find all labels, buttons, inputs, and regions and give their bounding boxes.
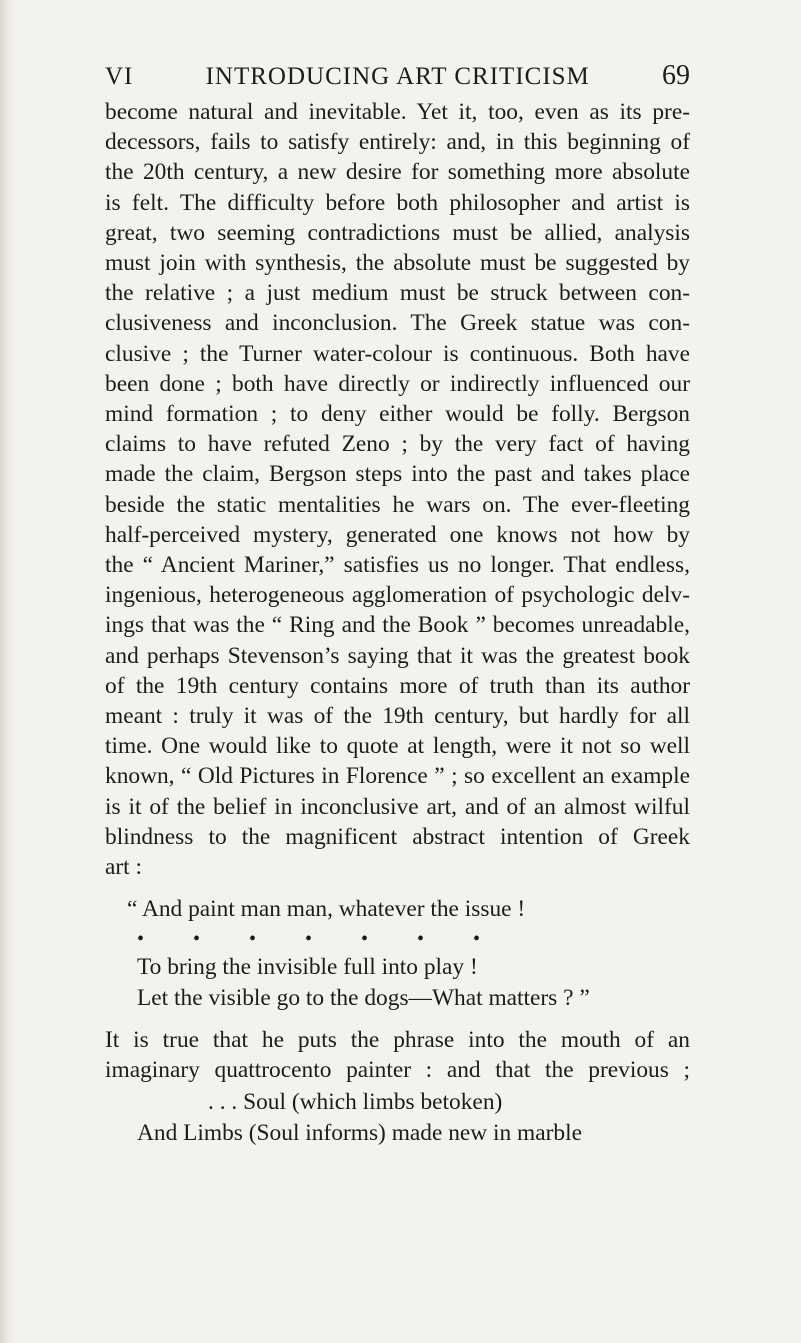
- chapter-number: VI: [105, 63, 134, 90]
- text-line: art :: [105, 854, 143, 881]
- following-paragraph: [105, 1025, 690, 1085]
- ellipsis-dots: • • • • • • •: [137, 928, 503, 951]
- block-quote: [105, 894, 690, 1013]
- text-line: mind formation ; to deny either would be folly. Bergson: [105, 401, 690, 428]
- text-line: imaginary quattrocento painter : and that the previous ;: [105, 1057, 690, 1084]
- main-paragraph: [105, 97, 690, 882]
- text-line: It is true that he puts the phrase into the mouth of an: [105, 1026, 690, 1053]
- text-line: beside the static mentalities he wars on. The ever-fleeting: [105, 491, 690, 518]
- chapter-title: INTRODUCING ART CRITICISM: [205, 63, 590, 90]
- text-line: ingenious, heterogeneous agglomeration of psychologic delv-: [105, 582, 690, 609]
- verse-line: . . . Soul (which limbs betoken): [208, 1089, 503, 1116]
- quote-line: Let the visible go to the dogs—What matters ? ”: [137, 984, 590, 1011]
- text-line: the relative ; a just medium must be struck between con-: [105, 280, 690, 307]
- quote-line: To bring the invisible full into play !: [137, 954, 478, 981]
- text-line: clusiveness and inconclusion. The Greek statue was con-: [105, 310, 690, 337]
- text-line: must join with synthesis, the absolute must be suggested by: [105, 250, 690, 277]
- text-line: been done ; both have directly or indirectly influenced our: [105, 370, 690, 397]
- running-header: [105, 60, 690, 93]
- text-line: the “ Ancient Mariner,” satisfies us no longer. That endless,: [105, 552, 690, 579]
- text-line: time. One would like to quote at length, were it not so well: [105, 733, 690, 760]
- text-line: claims to have refuted Zeno ; by the very fact of having: [105, 431, 690, 458]
- verse-quote: [105, 1087, 690, 1147]
- text-line: great, two seeming contradictions must be allied, analysis: [105, 219, 690, 246]
- text-line: ings that was the “ Ring and the Book ” becomes unreadable,: [105, 612, 690, 639]
- verse-line: And Limbs (Soul informs) made new in marble: [137, 1119, 582, 1146]
- text-line: blindness to the magnificent abstract intention of Greek: [105, 823, 690, 850]
- text-line: is felt. The difficulty before both philosopher and artist is: [105, 189, 690, 216]
- page-number: 69: [662, 60, 690, 91]
- text-line: the 20th century, a new desire for something more absolute: [105, 159, 690, 186]
- text-line: decessors, fails to satisfy entirely: and, in this beginning of: [105, 129, 690, 156]
- text-line: made the claim, Bergson steps into the past and takes place: [105, 461, 690, 488]
- text-line: become natural and inevitable. Yet it, too, even as its pre-: [105, 99, 690, 125]
- text-line: and perhaps Stevenson’s saying that it was the greatest book: [105, 642, 690, 669]
- text-line: clusive ; the Turner water-colour is continuous. Both have: [105, 340, 690, 367]
- quote-line: “ And paint man man, whatever the issue !: [127, 896, 526, 923]
- body-text: [105, 97, 690, 1148]
- text-line: meant : truly it was of the 19th century, but hardly for all: [105, 703, 690, 730]
- text-line: of the 19th century contains more of truth than its author: [105, 672, 690, 699]
- text-line: known, “ Old Pictures in Florence ” ; so excellent an example: [105, 763, 690, 790]
- text-line: is it of the belief in inconclusive art, and of an almost wilful: [105, 793, 690, 820]
- text-line: half-perceived mystery, generated one knows not how by: [105, 521, 690, 548]
